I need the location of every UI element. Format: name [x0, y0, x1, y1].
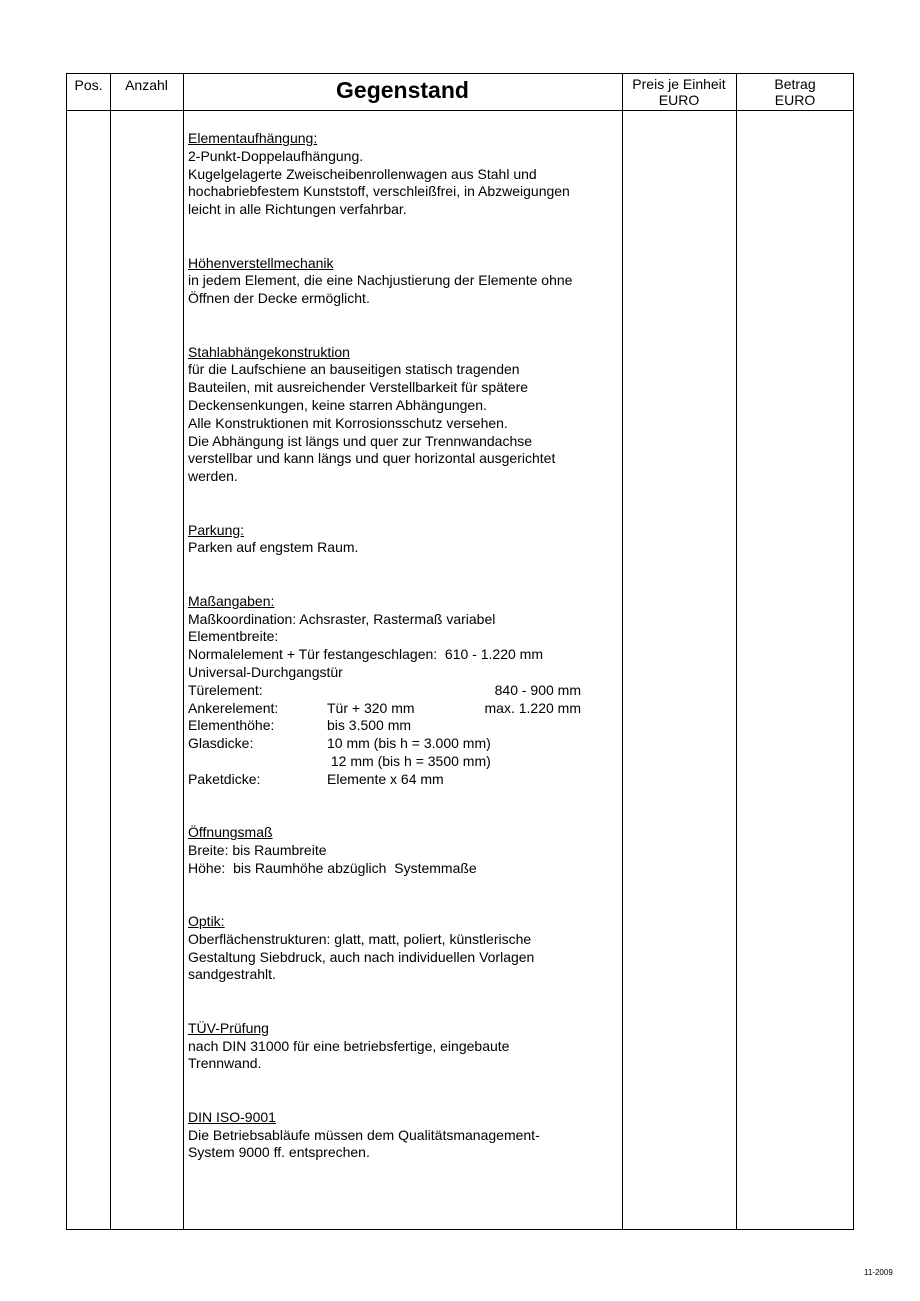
dimension-value: 12 mm (bis h = 3500 mm): [327, 752, 491, 769]
text-line: Die Betriebsabläufe müssen dem Qualitätsmanagement-: [188, 1126, 540, 1143]
section-title: Parkung:: [188, 521, 245, 538]
text-line: Bauteilen, mit ausreichender Verstellbarkeit für spätere: [188, 379, 529, 396]
dimension-value: Elemente x 64 mm: [327, 770, 444, 787]
dimension-row: [188, 700, 628, 718]
text-line: Kugelgelagerte Zweischeibenrollenwagen aus Stahl und: [188, 165, 537, 182]
section-title: Elementaufhängung:: [188, 130, 318, 146]
text-line: Oberflächenstrukturen: glatt, matt, poliert, künstlerische: [188, 930, 532, 947]
dimension-label: Paketdicke:: [188, 770, 261, 787]
dimension-value: 10 mm (bis h = 3.000 mm): [327, 735, 491, 752]
header-anzahl: Anzahl: [125, 77, 168, 93]
text-line: Maßkoordination: Achsraster, Rastermaß variabel: [188, 610, 496, 627]
section-title: DIN ISO-9001: [188, 1108, 276, 1125]
dimension-value: Tür + 320 mm: [327, 699, 415, 716]
header-preis-label: Preis je Einheit: [632, 76, 726, 92]
text-line: Die Abhängung ist längs und quer zur Trennwandachse: [188, 432, 533, 449]
dimension-value: bis 3.500 mm: [327, 717, 412, 734]
section-din-iso: [188, 1109, 628, 1162]
section-optik: [188, 913, 628, 984]
dimension-label: Elementhöhe:: [188, 717, 275, 734]
header-betrag-label: Betrag: [774, 76, 816, 92]
header-betrag-currency: EURO: [774, 92, 816, 108]
section-title: Maßangaben:: [188, 592, 275, 609]
header-preis: [622, 76, 736, 112]
text-line: Trennwand.: [188, 1055, 262, 1072]
column-divider: [183, 74, 184, 1229]
text-line: Gestaltung Siebdruck, auch nach individuellen Vorlagen: [188, 948, 535, 965]
column-divider: [110, 74, 111, 1229]
dimension-range: 840 - 900 mm: [494, 681, 581, 698]
dimension-row: [188, 682, 628, 700]
position-table: [66, 73, 854, 1230]
section-title: Stahlabhängekonstruktion: [188, 343, 350, 360]
footer-date-code: 11-2009: [864, 1268, 893, 1277]
text-line: Öffnen der Decke ermöglicht.: [188, 290, 370, 307]
text-line: leicht in alle Richtungen verfahrbar.: [188, 201, 407, 218]
section-oeffnungsmass: [188, 824, 628, 877]
text-line: Breite: bis Raumbreite: [188, 841, 327, 858]
dimension-label: Türelement:: [188, 681, 263, 698]
text-line: verstellbar und kann längs und quer horizontal ausgerichtet: [188, 450, 556, 467]
section-title: Optik:: [188, 913, 225, 930]
section-elementaufhaengung: [188, 130, 628, 219]
text-line: Parken auf engstem Raum.: [188, 539, 359, 556]
section-tuev-pruefung: [188, 1020, 628, 1073]
text-line: für die Laufschiene an bauseitigen statisch tragenden: [188, 361, 520, 378]
text-line: Universal-Durchgangstür: [188, 663, 343, 680]
dimension-row: [188, 717, 628, 735]
text-line: werden.: [188, 468, 238, 485]
header-pos: Pos.: [74, 77, 103, 93]
section-stahlabhaengekonstruktion: [188, 344, 628, 486]
dimension-label: Ankerelement:: [188, 699, 279, 716]
section-massangaben: [188, 593, 628, 789]
text-line: Normalelement + Tür festangeschlagen: 610 - 1.220 mm: [188, 646, 543, 663]
header-betrag: [736, 76, 854, 112]
item-description: [188, 130, 628, 1162]
text-line: System 9000 ff. entsprechen.: [188, 1144, 370, 1161]
text-line: hochabriebfestem Kunststoff, verschleißfrei, in Abzweigungen: [188, 183, 570, 200]
header-gegenstand: Gegenstand: [336, 77, 469, 103]
section-hoehenverstellmechanik: [188, 255, 628, 308]
dimension-row: [188, 735, 628, 753]
section-title: TÜV-Prüfung: [188, 1019, 269, 1036]
text-line: Alle Konstruktionen mit Korrosionsschutz versehen.: [188, 414, 508, 431]
section-title: Höhenverstellmechanik: [188, 254, 334, 271]
text-line: sandgestrahlt.: [188, 966, 276, 983]
text-line: Elementbreite:: [188, 628, 279, 645]
dimension-row: [188, 753, 628, 771]
header-preis-currency: EURO: [658, 92, 700, 108]
dimension-range: max. 1.220 mm: [484, 699, 581, 716]
text-line: Deckensenkungen, keine starren Abhängungen.: [188, 396, 487, 413]
text-line: in jedem Element, die eine Nachjustierung der Elemente ohne: [188, 272, 573, 289]
dimension-label: Glasdicke:: [188, 735, 254, 752]
column-divider: [736, 74, 737, 1229]
dimension-row: [188, 771, 628, 789]
section-title: Öffnungsmaß: [188, 824, 273, 841]
text-line: Höhe: bis Raumhöhe abzüglich Systemmaße: [188, 859, 477, 876]
text-line: nach DIN 31000 für eine betriebsfertige, eingebaute: [188, 1037, 510, 1054]
text-line: 2-Punkt-Doppelaufhängung.: [188, 147, 364, 164]
section-parkung: [188, 522, 628, 558]
